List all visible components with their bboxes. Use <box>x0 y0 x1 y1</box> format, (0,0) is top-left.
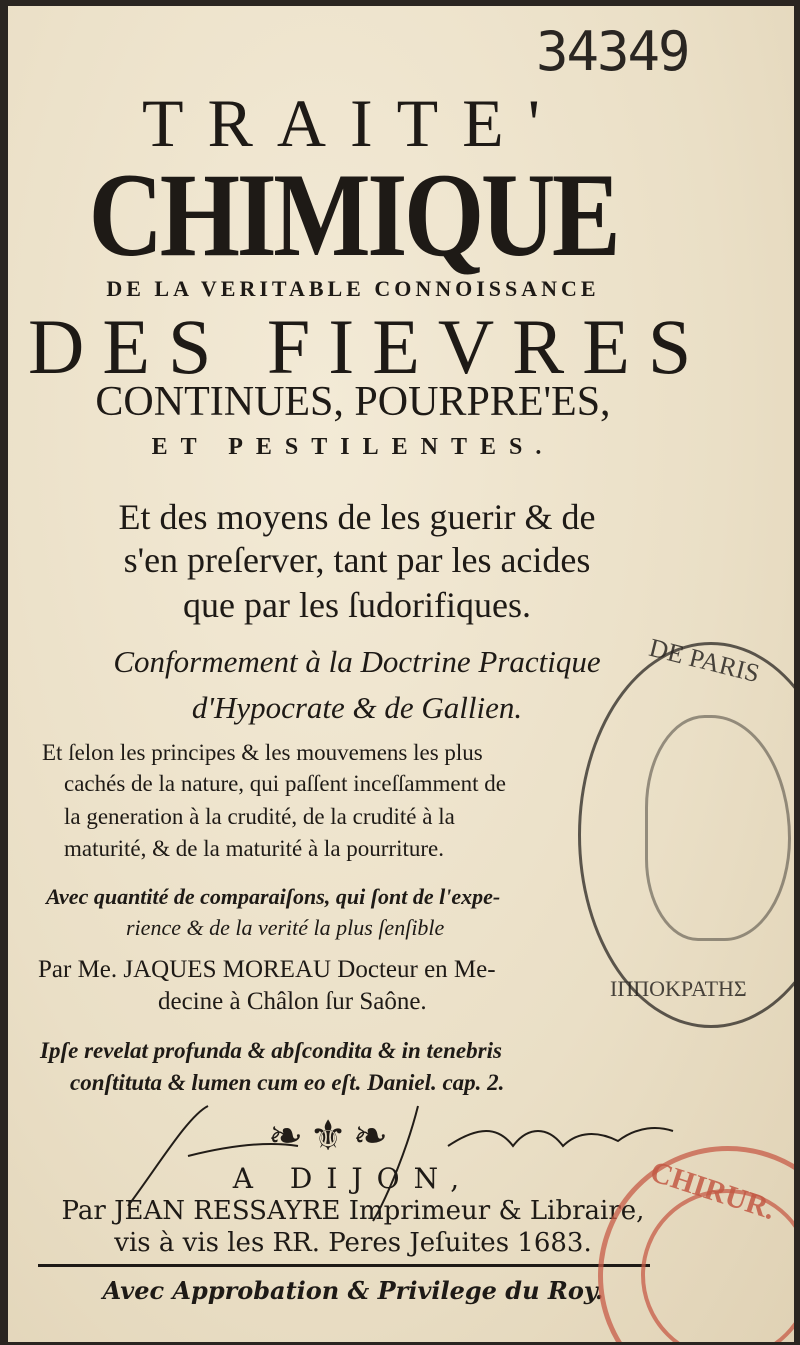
title-line-continues: CONTINUES, POURPRE'ES, <box>95 379 611 425</box>
title-line-pestilentes: ET PESTILENTES. <box>151 434 555 460</box>
author-line-2: decine à Châlon ſur Saône. <box>158 988 427 1015</box>
title-page <box>8 6 794 1342</box>
subtitle-line-3: que par les ſudorifiques. <box>183 585 531 625</box>
subtitle-line-2: s'en preſerver, tant par les acides <box>123 540 591 580</box>
divider-rule <box>38 1264 650 1267</box>
principles-line-4: maturité, & de la maturité à la pourriture. <box>64 836 444 861</box>
imprint-approbation: Avec Approbation & Privilege du Roy. <box>102 1276 604 1305</box>
epigraph-line-1: Ipſe revelat profunda & abſcondita & in tenebris <box>40 1038 502 1063</box>
imprint-place: A DIJON, <box>232 1162 474 1195</box>
author-line-1: Par Me. JAQUES MOREAU Docteur en Me- <box>38 956 496 983</box>
subtitle-line-1: Et des moyens de les guerir & de <box>118 497 596 537</box>
title-line-traite: TRAITE' <box>142 85 564 161</box>
fleuron-ornament: ❧⚜❧ <box>268 1111 395 1160</box>
portrait-profile <box>645 715 791 941</box>
imprint-printer: Par JEAN RESSAYRE Imprimeur & Libraire, <box>61 1196 645 1226</box>
stamp-black-bottom-text: ΙΠΠΟΚΡΑΤΗΣ <box>610 976 747 1001</box>
comparisons-line-2: rience & de la verité la plus ſenſible <box>126 915 445 940</box>
shelfmark-number: 34349 <box>536 20 689 83</box>
principles-line-1: Et ſelon les principes & les mouvemens les plus <box>42 740 483 765</box>
conformity-line-1: Conformement à la Doctrine Practique <box>113 644 601 679</box>
title-line-fievres: DES FIEVRES <box>28 303 710 390</box>
stamp-black-top-text: DE PARIS <box>646 632 763 689</box>
title-line-connoissance: DE LA VERITABLE CONNOISSANCE <box>106 276 600 301</box>
conformity-line-2: d'Hypocrate & de Gallien. <box>191 690 523 725</box>
principles-line-3: la generation à la crudité, de la crudité à la <box>64 804 455 829</box>
stamp-red-text: CHIRUR. <box>646 1154 780 1227</box>
title-line-chimique: CHIMIQUE <box>88 148 618 281</box>
principles-line-2: cachés de la nature, qui paſſent inceſſamment de <box>64 771 506 796</box>
imprint-address: vis à vis les RR. Peres Jeſuites 1683. <box>114 1228 592 1258</box>
comparisons-line-1: Avec quantité de comparaiſons, qui ſont de l'expe- <box>46 884 501 909</box>
epigraph-line-2: conſtituta & lumen cum eo eſt. Daniel. cap. 2. <box>70 1070 505 1095</box>
